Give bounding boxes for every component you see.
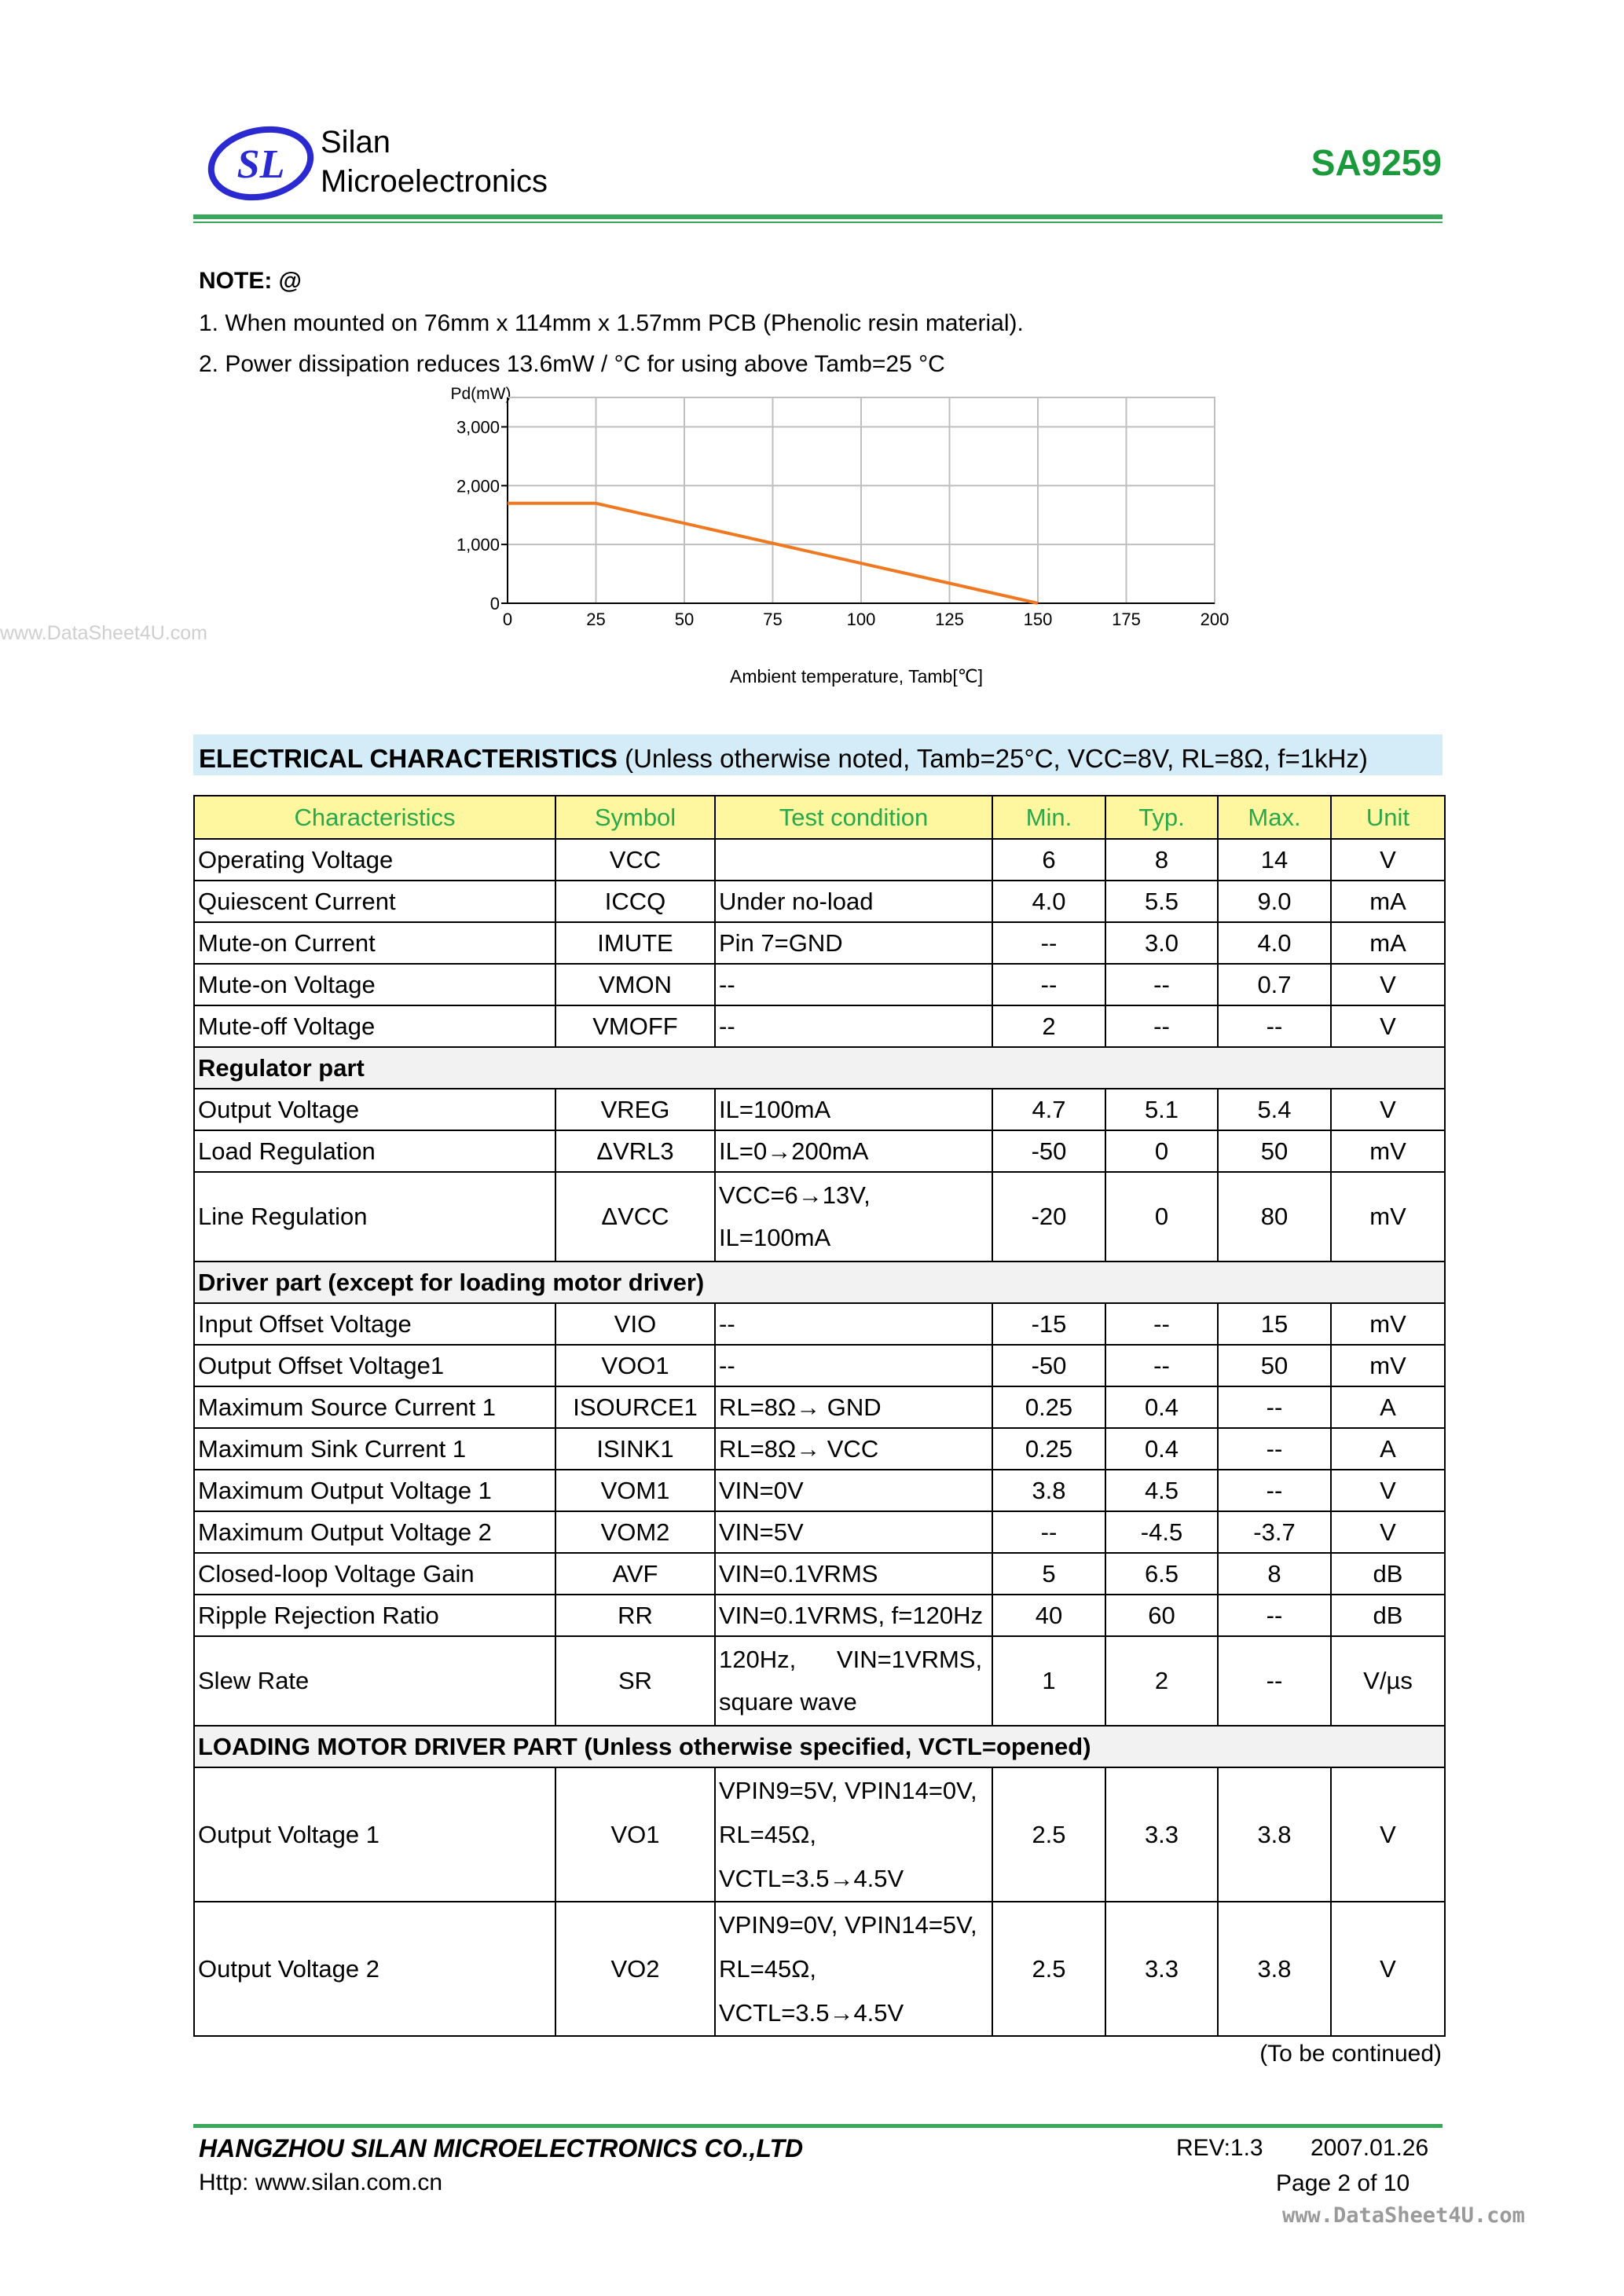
cell-test-condition [715,839,992,881]
test-condition-line: IL=0→200mA [719,1137,869,1165]
electrical-characteristics-table [193,795,1446,2037]
cell-max: 15 [1218,1303,1331,1345]
cell-typ: 5.1 [1105,1089,1218,1130]
cell-test-condition [715,922,992,964]
company-logo [206,124,317,203]
header-symbol: Symbol [555,796,715,839]
chart-x-tick-label: 175 [1112,610,1141,629]
cell-symbol: ISINK1 [555,1428,715,1470]
test-condition-line: VIN=5V [719,1518,804,1546]
cell-unit: V [1331,964,1445,1005]
table-row [194,1005,1445,1047]
cell-symbol: SR [555,1636,715,1726]
cell-min: 0.25 [992,1386,1105,1428]
footer-date: 2007.01.26 [1311,2135,1429,2161]
ec-title-rest: (Unless otherwise noted, Tamb=25°C, VCC=8V, RL=8Ω, f=1kHz) [617,744,1368,773]
cell-unit: A [1331,1386,1445,1428]
table-row [194,1089,1445,1130]
cell-max: 3.8 [1218,1902,1331,2036]
header-characteristics: Characteristics [194,796,555,839]
cell-symbol: ICCQ [555,881,715,922]
test-condition-line: VIN=0V [719,1476,804,1504]
table-row [194,1172,1445,1262]
cell-max: 50 [1218,1130,1331,1172]
cell-max: -3.7 [1218,1511,1331,1553]
cell-typ: 3.3 [1105,1767,1218,1902]
cell-max: -- [1218,1005,1331,1047]
test-condition-line: -- [719,1351,735,1379]
test-condition-line: square wave [719,1688,857,1716]
cell-max: 50 [1218,1345,1331,1386]
table-row [194,1470,1445,1511]
cell-min: 2.5 [992,1902,1105,2036]
table-row [194,922,1445,964]
test-condition-line: VCC=6→13V, [719,1181,871,1209]
table-row [194,1345,1445,1386]
cell-test-condition [715,1005,992,1047]
cell-symbol: ISOURCE1 [555,1386,715,1428]
cell-unit: dB [1331,1595,1445,1636]
table-row [194,1511,1445,1553]
cell-symbol: VOM1 [555,1470,715,1511]
header-unit: Unit [1331,796,1445,839]
chart-xlabel: Ambient temperature, Tamb[℃] [730,666,983,687]
cell-min: 2 [992,1005,1105,1047]
cell-symbol: ΔVCC [555,1172,715,1262]
cell-max: 8 [1218,1553,1331,1595]
cell-characteristic: Output Voltage [194,1089,555,1130]
cell-unit: V [1331,1470,1445,1511]
cell-characteristic: Mute-on Voltage [194,964,555,1005]
cell-unit: dB [1331,1553,1445,1595]
cell-min: -50 [992,1345,1105,1386]
cell-typ: 5.5 [1105,881,1218,922]
cell-min: 40 [992,1595,1105,1636]
cell-characteristic: Mute-on Current [194,922,555,964]
cell-min: -- [992,922,1105,964]
test-condition-line: IL=100mA [719,1224,831,1251]
cell-min: -50 [992,1130,1105,1172]
cell-unit: V [1331,1005,1445,1047]
table-row [194,1303,1445,1345]
footer-url: Http: www.silan.com.cn [199,2170,443,2195]
cell-min: -15 [992,1303,1105,1345]
cell-typ: -4.5 [1105,1511,1218,1553]
cell-unit: mV [1331,1303,1445,1345]
cell-min: 1 [992,1636,1105,1726]
cell-test-condition [715,1428,992,1470]
table-row [194,1902,1445,2036]
table-row [194,1386,1445,1428]
footer-company: HANGZHOU SILAN MICROELECTRONICS CO.,LTD [199,2134,804,2162]
cell-max: -- [1218,1636,1331,1726]
footer-page-number: Page 2 of 10 [1276,2170,1410,2196]
cell-typ: -- [1105,1345,1218,1386]
cell-unit: V [1331,1511,1445,1553]
cell-typ: 8 [1105,839,1218,881]
cell-typ: -- [1105,964,1218,1005]
test-condition-line: VPIN9=5V, VPIN14=0V, [719,1776,977,1804]
table-row [194,1553,1445,1595]
test-condition-line: -- [719,1309,735,1338]
cell-typ: -- [1105,1303,1218,1345]
cell-unit: V [1331,1089,1445,1130]
section-title: Regulator part [194,1047,1445,1089]
chart-y-tick-label: 0 [489,594,500,613]
cell-symbol: VMOFF [555,1005,715,1047]
test-condition-line: RL=45Ω, [719,1954,816,1983]
chart-x-tick-label: 150 [1023,610,1053,629]
cell-test-condition [715,1172,992,1262]
table-row [194,1428,1445,1470]
cell-min: 4.7 [992,1089,1105,1130]
section-title: Driver part (except for loading motor driver) [194,1262,1445,1303]
cell-characteristic: Maximum Output Voltage 1 [194,1470,555,1511]
cell-max: -- [1218,1428,1331,1470]
cell-symbol: VCC [555,839,715,881]
cell-typ: 0 [1105,1172,1218,1262]
cell-characteristic: Input Offset Voltage [194,1303,555,1345]
chart-x-tick-label: 50 [674,610,695,629]
cell-test-condition [715,1511,992,1553]
cell-unit: V [1331,1767,1445,1902]
cell-characteristic: Maximum Source Current 1 [194,1386,555,1428]
test-condition-line: 120Hz, VIN=1VRMS, [719,1646,983,1673]
cell-test-condition [715,1130,992,1172]
ec-title-bold: ELECTRICAL CHARACTERISTICS [199,744,618,773]
to-be-continued: (To be continued) [1259,2041,1442,2067]
cell-max: -- [1218,1595,1331,1636]
cell-test-condition [715,1470,992,1511]
note-title: NOTE: @ [199,268,302,294]
cell-test-condition [715,1553,992,1595]
table-row [194,881,1445,922]
chart-x-tick-label: 200 [1200,610,1230,629]
cell-typ: 3.3 [1105,1902,1218,2036]
cell-min: -- [992,964,1105,1005]
watermark-left: www.DataSheet4U.com [0,622,208,644]
test-condition-line: IL=100mA [719,1095,831,1123]
ec-title [199,743,1368,774]
cell-test-condition [715,964,992,1005]
header-min: Min. [992,796,1105,839]
table-row [194,1595,1445,1636]
chart-x-tick-label: 0 [502,610,513,629]
chart-ylabel: Pd(mW) [450,385,511,403]
test-condition-line: VPIN9=0V, VPIN14=5V, [719,1910,977,1939]
test-condition-line: VCTL=3.5→4.5V [719,1998,904,2027]
watermark-bottom: www.DataSheet4U.com [1282,2203,1525,2228]
cell-characteristic: Maximum Sink Current 1 [194,1428,555,1470]
cell-characteristic: Line Regulation [194,1172,555,1262]
chart-x-tick-label: 100 [846,610,876,629]
cell-typ: 2 [1105,1636,1218,1726]
table-row [194,964,1445,1005]
cell-characteristic: Output Voltage 2 [194,1902,555,2036]
table-row [194,1130,1445,1172]
note-line-2: 2. Power dissipation reduces 13.6mW / °C for using above Tamb=25 °C [199,351,945,377]
cell-symbol: IMUTE [555,922,715,964]
test-condition-line: VCTL=3.5→4.5V [719,1864,904,1892]
table-header-row [194,796,1445,839]
footer-revision: REV:1.3 [1176,2135,1263,2161]
cell-test-condition [715,1089,992,1130]
chart-y-tick-label: 1,000 [456,535,500,555]
cell-characteristic: Ripple Rejection Ratio [194,1595,555,1636]
cell-test-condition [715,1595,992,1636]
test-condition-line: -- [719,970,735,998]
cell-typ: 4.5 [1105,1470,1218,1511]
chart-x-tick-label: 25 [586,610,606,629]
chart-x-tick-label: 125 [935,610,964,629]
cell-test-condition [715,1902,992,2036]
cell-unit: mA [1331,922,1445,964]
cell-max: -- [1218,1386,1331,1428]
cell-min: 0.25 [992,1428,1105,1470]
cell-symbol: VREG [555,1089,715,1130]
section-title: LOADING MOTOR DRIVER PART (Unless otherwise specified, VCTL=opened) [194,1726,1445,1767]
chart-x-tick-label: 75 [763,610,783,629]
cell-characteristic: Output Offset Voltage1 [194,1345,555,1386]
cell-symbol: VOM2 [555,1511,715,1553]
test-condition-line: -- [719,1012,735,1040]
cell-test-condition [715,1386,992,1428]
cell-symbol: VOO1 [555,1345,715,1386]
cell-test-condition [715,1303,992,1345]
header-typ: Typ. [1105,796,1218,839]
header-max: Max. [1218,796,1331,839]
cell-unit: A [1331,1428,1445,1470]
cell-symbol: RR [555,1595,715,1636]
test-condition-line: RL=45Ω, [719,1820,816,1848]
cell-characteristic: Slew Rate [194,1636,555,1726]
chart-y-tick-label: 2,000 [456,476,500,496]
header-divider [193,214,1443,219]
cell-characteristic: Mute-off Voltage [194,1005,555,1047]
table-section-row [194,1047,1445,1089]
cell-max: 14 [1218,839,1331,881]
cell-typ: 0.4 [1105,1386,1218,1428]
cell-unit: V/µs [1331,1636,1445,1726]
chart-y-tick-label: 3,000 [456,417,500,438]
cell-max: 4.0 [1218,922,1331,964]
table-row [194,1636,1445,1726]
cell-characteristic: Closed-loop Voltage Gain [194,1553,555,1595]
cell-symbol: AVF [555,1553,715,1595]
cell-max: 9.0 [1218,881,1331,922]
cell-min: 4.0 [992,881,1105,922]
table-section-row [194,1726,1445,1767]
header-divider-thin [193,222,1443,223]
cell-min: 6 [992,839,1105,881]
test-condition-line: VIN=0.1VRMS [719,1559,878,1587]
cell-max: 5.4 [1218,1089,1331,1130]
cell-test-condition [715,881,992,922]
cell-min: 3.8 [992,1470,1105,1511]
cell-max: 3.8 [1218,1767,1331,1902]
table-row [194,839,1445,881]
cell-unit: mV [1331,1172,1445,1262]
cell-min: 5 [992,1553,1105,1595]
test-condition-line: Under no-load [719,887,874,915]
cell-symbol: ΔVRL3 [555,1130,715,1172]
cell-test-condition [715,1345,992,1386]
cell-typ: 6.5 [1105,1553,1218,1595]
test-condition-line: VIN=0.1VRMS, f=120Hz [719,1601,983,1629]
test-condition-line: RL=8Ω→ VCC [719,1434,879,1463]
part-number: SA9259 [1311,142,1442,183]
cell-typ: -- [1105,1005,1218,1047]
cell-min: -- [992,1511,1105,1553]
cell-typ: 0.4 [1105,1428,1218,1470]
cell-max: -- [1218,1470,1331,1511]
cell-max: 0.7 [1218,964,1331,1005]
table-row [194,1767,1445,1902]
cell-characteristic: Operating Voltage [194,839,555,881]
footer-divider [193,2124,1443,2128]
company-name-line1: Silan [321,125,390,159]
test-condition-line: Pin 7=GND [719,928,843,957]
cell-symbol: VIO [555,1303,715,1345]
cell-characteristic: Quiescent Current [194,881,555,922]
cell-typ: 60 [1105,1595,1218,1636]
cell-max: 80 [1218,1172,1331,1262]
cell-unit: V [1331,1902,1445,2036]
cell-test-condition [715,1636,992,1726]
cell-unit: mV [1331,1130,1445,1172]
svg-text:SL: SL [236,142,285,187]
cell-unit: V [1331,839,1445,881]
cell-typ: 3.0 [1105,922,1218,964]
cell-symbol: VO2 [555,1902,715,2036]
note-line-1: 1. When mounted on 76mm x 114mm x 1.57mm PCB (Phenolic resin material). [199,310,1024,336]
header-test-condition: Test condition [715,796,992,839]
cell-symbol: VMON [555,964,715,1005]
cell-typ: 0 [1105,1130,1218,1172]
cell-test-condition [715,1767,992,1902]
cell-characteristic: Load Regulation [194,1130,555,1172]
power-dissipation-chart [393,377,1257,691]
test-condition-line: RL=8Ω→ GND [719,1393,882,1421]
cell-unit: mV [1331,1345,1445,1386]
table-section-row [194,1262,1445,1303]
cell-symbol: VO1 [555,1767,715,1902]
cell-characteristic: Output Voltage 1 [194,1767,555,1902]
cell-min: -20 [992,1172,1105,1262]
cell-min: 2.5 [992,1767,1105,1902]
cell-characteristic: Maximum Output Voltage 2 [194,1511,555,1553]
cell-unit: mA [1331,881,1445,922]
company-name-line2: Microelectronics [321,164,548,199]
